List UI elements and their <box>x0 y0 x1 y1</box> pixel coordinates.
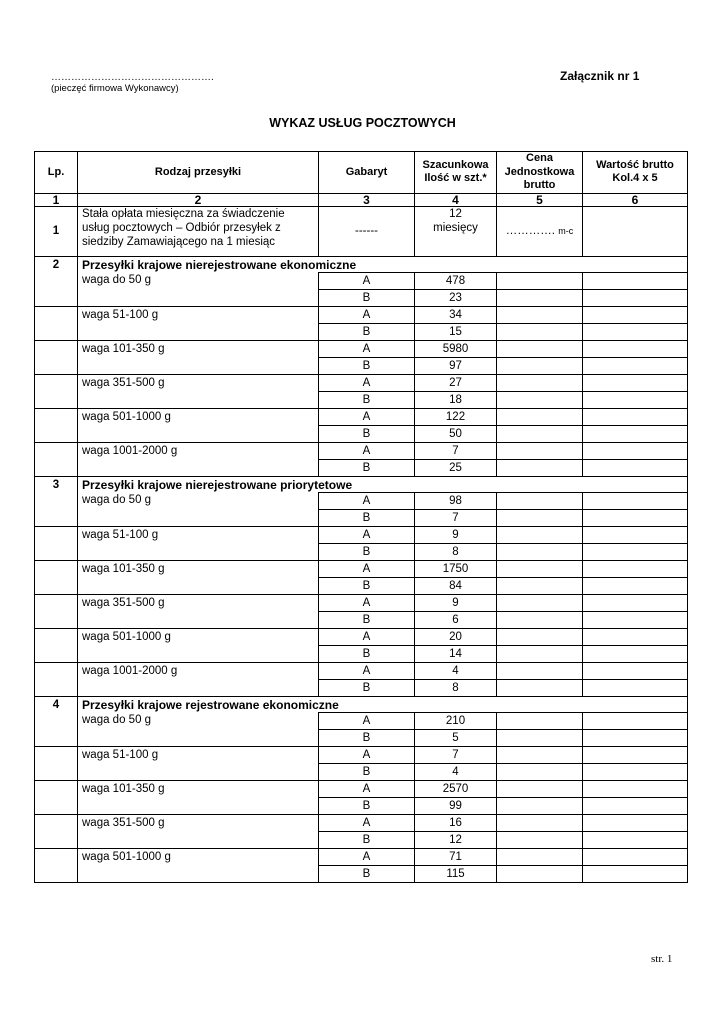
size-class: B <box>319 797 415 814</box>
gross-value-cell <box>583 492 688 509</box>
weight-row <box>35 712 688 729</box>
unit-price-cell <box>497 560 583 577</box>
section-header-row <box>35 476 688 492</box>
weight-row <box>35 848 688 865</box>
weight-row <box>35 526 688 543</box>
row-lp-cell <box>35 628 78 662</box>
annex-label: Załącznik nr 1 <box>560 69 640 83</box>
unit-price-cell <box>497 831 583 848</box>
col-header-price: Cena Jednostkowa brutto <box>497 152 583 194</box>
row-lp-cell <box>35 526 78 560</box>
weight-row <box>35 306 688 323</box>
service-qty: 12 miesięcy <box>415 206 497 256</box>
size-class: B <box>319 611 415 628</box>
size-class: B <box>319 357 415 374</box>
size-class: A <box>319 712 415 729</box>
page-number: str. 1 <box>651 953 673 965</box>
col-number: 1 <box>35 193 78 206</box>
estimated-quantity: 9 <box>415 526 497 543</box>
col-number: 4 <box>415 193 497 206</box>
weight-row <box>35 272 688 289</box>
size-class: B <box>319 543 415 560</box>
estimated-quantity: 20 <box>415 628 497 645</box>
gross-value-cell <box>583 425 688 442</box>
column-header-row <box>35 152 688 194</box>
weight-row <box>35 442 688 459</box>
weight-label: waga do 50 g <box>78 272 319 306</box>
estimated-quantity: 25 <box>415 459 497 476</box>
size-class: B <box>319 391 415 408</box>
gross-value-cell <box>583 662 688 679</box>
unit-price-cell <box>497 729 583 746</box>
row-lp-cell <box>35 272 78 306</box>
weight-row <box>35 408 688 425</box>
unit-price-cell <box>497 492 583 509</box>
col-number: 5 <box>497 193 583 206</box>
estimated-quantity: 99 <box>415 797 497 814</box>
gross-value-cell <box>583 831 688 848</box>
unit-price-cell <box>497 848 583 865</box>
estimated-quantity: 115 <box>415 865 497 882</box>
size-class: A <box>319 442 415 459</box>
weight-row <box>35 746 688 763</box>
unit-price-cell <box>497 679 583 696</box>
weight-label: waga 1001-2000 g <box>78 442 319 476</box>
weight-label: waga 51-100 g <box>78 526 319 560</box>
size-class: A <box>319 374 415 391</box>
estimated-quantity: 98 <box>415 492 497 509</box>
unit-price-cell <box>497 289 583 306</box>
row-lp-cell <box>35 306 78 340</box>
gross-value-cell <box>583 560 688 577</box>
weight-label: waga 351-500 g <box>78 594 319 628</box>
gross-value-cell <box>583 340 688 357</box>
col-header-size: Gabaryt <box>319 152 415 194</box>
unit-price-cell <box>497 780 583 797</box>
gross-value-cell <box>583 509 688 526</box>
size-class: A <box>319 306 415 323</box>
row-lp-cell <box>35 746 78 780</box>
estimated-quantity: 9 <box>415 594 497 611</box>
row-lp-cell <box>35 780 78 814</box>
size-class: B <box>319 425 415 442</box>
weight-label: waga 501-1000 g <box>78 848 319 882</box>
size-class: A <box>319 746 415 763</box>
estimated-quantity: 34 <box>415 306 497 323</box>
row-lp-cell <box>35 408 78 442</box>
unit-price-cell <box>497 408 583 425</box>
size-class: B <box>319 509 415 526</box>
estimated-quantity: 7 <box>415 746 497 763</box>
size-class: A <box>319 340 415 357</box>
unit-price-cell <box>497 323 583 340</box>
gross-value-cell <box>583 712 688 729</box>
size-class: B <box>319 645 415 662</box>
weight-label: waga 101-350 g <box>78 560 319 594</box>
row-lp-cell <box>35 442 78 476</box>
estimated-quantity: 6 <box>415 611 497 628</box>
size-class: B <box>319 289 415 306</box>
size-class: A <box>319 814 415 831</box>
size-class: B <box>319 459 415 476</box>
size-class: A <box>319 662 415 679</box>
unit-price-cell <box>497 340 583 357</box>
row-lp-cell <box>35 492 78 526</box>
unit-price-cell <box>497 306 583 323</box>
gross-value-cell <box>583 848 688 865</box>
service-row <box>35 206 688 256</box>
weight-label: waga 501-1000 g <box>78 628 319 662</box>
service-description: Stała opłata miesięczna za świadczenie usług pocztowych – Odbiór przesyłek z siedziby Zamawiającego na 1 miesiąc <box>78 206 319 256</box>
section-title: Przesyłki krajowe nierejestrowane ekonomiczne <box>78 256 688 272</box>
gross-value-cell <box>583 357 688 374</box>
col-number: 3 <box>319 193 415 206</box>
gross-value-cell <box>583 442 688 459</box>
col-header-type: Rodzaj przesyłki <box>78 152 319 194</box>
column-number-row <box>35 193 688 206</box>
weight-label: waga 51-100 g <box>78 746 319 780</box>
gross-value-cell <box>583 306 688 323</box>
estimated-quantity: 1750 <box>415 560 497 577</box>
estimated-quantity: 23 <box>415 289 497 306</box>
unit-price-cell <box>497 797 583 814</box>
size-class: B <box>319 729 415 746</box>
section-number: 2 <box>35 256 78 272</box>
estimated-quantity: 15 <box>415 323 497 340</box>
gross-value-cell <box>583 391 688 408</box>
section-header-row <box>35 696 688 712</box>
weight-label: waga 51-100 g <box>78 306 319 340</box>
estimated-quantity: 4 <box>415 763 497 780</box>
unit-price-cell <box>497 272 583 289</box>
weight-label: waga do 50 g <box>78 712 319 746</box>
unit-price-cell <box>497 594 583 611</box>
unit-price-cell <box>497 611 583 628</box>
section-title: Przesyłki krajowe rejestrowane ekonomiczne <box>78 696 688 712</box>
gross-value-cell <box>583 289 688 306</box>
weight-label: waga 501-1000 g <box>78 408 319 442</box>
gross-value-cell <box>583 611 688 628</box>
col-header-lp: Lp. <box>35 152 78 194</box>
unit-price-cell <box>497 391 583 408</box>
section-title: Przesyłki krajowe nierejestrowane priorytetowe <box>78 476 688 492</box>
estimated-quantity: 18 <box>415 391 497 408</box>
unit-price-cell <box>497 763 583 780</box>
size-class: B <box>319 577 415 594</box>
section-header-row <box>35 256 688 272</box>
unit-price-cell <box>497 374 583 391</box>
unit-price-cell <box>497 459 583 476</box>
size-class: B <box>319 763 415 780</box>
row-lp-cell <box>35 560 78 594</box>
weight-row <box>35 814 688 831</box>
gross-value-cell <box>583 729 688 746</box>
weight-label: waga 1001-2000 g <box>78 662 319 696</box>
size-class: B <box>319 679 415 696</box>
weight-label: waga 351-500 g <box>78 374 319 408</box>
section-number: 4 <box>35 696 78 712</box>
estimated-quantity: 84 <box>415 577 497 594</box>
col-number: 2 <box>78 193 319 206</box>
gross-value-cell <box>583 814 688 831</box>
stamp-placeholder-dots: …………………………………………. <box>51 72 214 83</box>
size-class: B <box>319 831 415 848</box>
services-table <box>34 151 688 883</box>
col-header-value: Wartość brutto Kol.4 x 5 <box>583 152 688 194</box>
weight-row <box>35 492 688 509</box>
service-price: …………. m-c <box>497 206 583 256</box>
estimated-quantity: 8 <box>415 679 497 696</box>
unit-price-cell <box>497 712 583 729</box>
page-title: WYKAZ USŁUG POCZTOWYCH <box>269 116 456 130</box>
unit-price-cell <box>497 577 583 594</box>
weight-label: waga do 50 g <box>78 492 319 526</box>
gross-value-cell <box>583 459 688 476</box>
estimated-quantity: 71 <box>415 848 497 865</box>
weight-label: waga 101-350 g <box>78 780 319 814</box>
gross-value-cell <box>583 526 688 543</box>
weight-label: waga 101-350 g <box>78 340 319 374</box>
estimated-quantity: 8 <box>415 543 497 560</box>
estimated-quantity: 4 <box>415 662 497 679</box>
row-lp-cell <box>35 374 78 408</box>
service-lp: 1 <box>35 206 78 256</box>
service-value <box>583 206 688 256</box>
gross-value-cell <box>583 679 688 696</box>
row-lp-cell <box>35 848 78 882</box>
weight-row <box>35 662 688 679</box>
gross-value-cell <box>583 408 688 425</box>
gross-value-cell <box>583 374 688 391</box>
estimated-quantity: 2570 <box>415 780 497 797</box>
row-lp-cell <box>35 814 78 848</box>
estimated-quantity: 50 <box>415 425 497 442</box>
gross-value-cell <box>583 645 688 662</box>
unit-price-cell <box>497 442 583 459</box>
unit-price-cell <box>497 425 583 442</box>
col-number: 6 <box>583 193 688 206</box>
unit-price-cell <box>497 628 583 645</box>
estimated-quantity: 27 <box>415 374 497 391</box>
gross-value-cell <box>583 780 688 797</box>
gross-value-cell <box>583 797 688 814</box>
unit-price-cell <box>497 746 583 763</box>
row-lp-cell <box>35 712 78 746</box>
service-size: ------ <box>319 206 415 256</box>
estimated-quantity: 7 <box>415 509 497 526</box>
weight-row <box>35 780 688 797</box>
size-class: A <box>319 628 415 645</box>
gross-value-cell <box>583 543 688 560</box>
unit-price-cell <box>497 526 583 543</box>
size-class: A <box>319 594 415 611</box>
row-lp-cell <box>35 662 78 696</box>
estimated-quantity: 14 <box>415 645 497 662</box>
unit-price-cell <box>497 814 583 831</box>
size-class: A <box>319 848 415 865</box>
weight-row <box>35 594 688 611</box>
estimated-quantity: 12 <box>415 831 497 848</box>
weight-row <box>35 628 688 645</box>
size-class: A <box>319 492 415 509</box>
estimated-quantity: 122 <box>415 408 497 425</box>
gross-value-cell <box>583 746 688 763</box>
weight-label: waga 351-500 g <box>78 814 319 848</box>
estimated-quantity: 210 <box>415 712 497 729</box>
weight-row <box>35 374 688 391</box>
size-class: A <box>319 780 415 797</box>
gross-value-cell <box>583 323 688 340</box>
estimated-quantity: 5 <box>415 729 497 746</box>
col-header-qty: Szacunkowa Ilość w szt.* <box>415 152 497 194</box>
gross-value-cell <box>583 628 688 645</box>
unit-price-cell <box>497 543 583 560</box>
unit-price-cell <box>497 357 583 374</box>
weight-row <box>35 340 688 357</box>
estimated-quantity: 5980 <box>415 340 497 357</box>
size-class: B <box>319 865 415 882</box>
unit-price-cell <box>497 865 583 882</box>
weight-row <box>35 560 688 577</box>
size-class: A <box>319 526 415 543</box>
estimated-quantity: 97 <box>415 357 497 374</box>
gross-value-cell <box>583 763 688 780</box>
row-lp-cell <box>35 594 78 628</box>
size-class: B <box>319 323 415 340</box>
unit-price-cell <box>497 645 583 662</box>
section-number: 3 <box>35 476 78 492</box>
unit-price-cell <box>497 662 583 679</box>
size-class: A <box>319 560 415 577</box>
size-class: A <box>319 272 415 289</box>
gross-value-cell <box>583 594 688 611</box>
size-class: A <box>319 408 415 425</box>
gross-value-cell <box>583 577 688 594</box>
estimated-quantity: 7 <box>415 442 497 459</box>
stamp-caption: (pieczęć firmowa Wykonawcy) <box>51 83 179 94</box>
estimated-quantity: 478 <box>415 272 497 289</box>
unit-price-cell <box>497 509 583 526</box>
estimated-quantity: 16 <box>415 814 497 831</box>
row-lp-cell <box>35 340 78 374</box>
gross-value-cell <box>583 272 688 289</box>
gross-value-cell <box>583 865 688 882</box>
